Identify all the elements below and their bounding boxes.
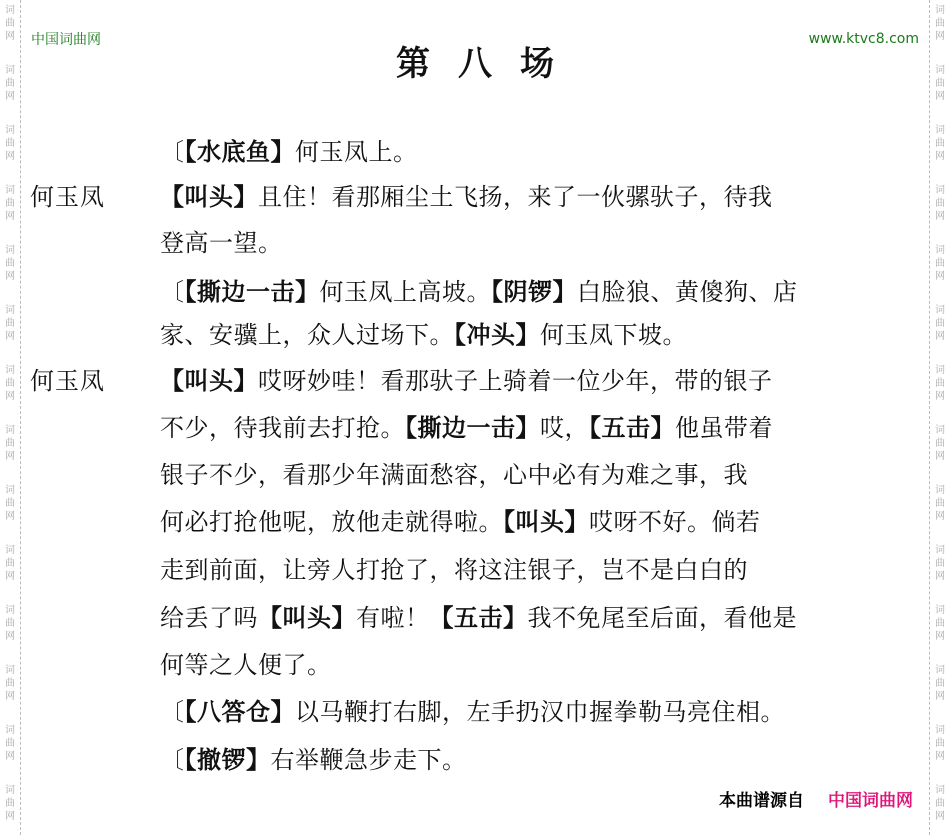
script-line [160, 507, 761, 537]
script-text: 右举鞭急步走下。 [270, 746, 467, 774]
watermark-text: 词曲网 [935, 65, 945, 102]
watermark-text: 词曲网 [935, 185, 945, 222]
watermark-text: 词曲网 [5, 545, 15, 582]
script-text: 哎呀不好。倘若 [589, 508, 761, 536]
script-text: 不少，待我前去打抢。 [160, 414, 405, 442]
script-text: 何玉凤上。 [295, 138, 418, 166]
script-text: 〔 [160, 138, 185, 166]
watermark-text: 词曲网 [5, 425, 15, 462]
script-text: 白脸狼、黄傻狗、店 [577, 278, 798, 306]
stage-cue: 【八答仓】 [184, 698, 295, 726]
script-line [160, 650, 332, 680]
stage-cue: 【五击】 [429, 604, 528, 632]
script-text: 〔 [160, 746, 185, 774]
watermark-text: 词曲网 [935, 425, 945, 462]
script-line [160, 137, 418, 167]
script-text: 家、安骥上，众人过场下。 [160, 321, 454, 349]
script-text: 登高一望。 [160, 229, 283, 257]
footer-source-site[interactable]: 中国词曲网 [828, 791, 913, 811]
stage-cue: 【叫头】 [258, 604, 356, 632]
script-line [160, 277, 798, 307]
stage-cue: 【叫头】 [160, 367, 258, 395]
script-text: 他虽带着 [675, 414, 773, 442]
speaker-label: 何玉凤 [30, 367, 105, 395]
watermark-text: 词曲网 [5, 185, 15, 222]
watermark-text: 词曲网 [5, 725, 15, 762]
watermark-text: 词曲网 [935, 365, 945, 402]
watermark-text: 词曲网 [935, 785, 945, 822]
script-text: 何玉凤下坡。 [540, 321, 687, 349]
script-text: 有啦！ [356, 604, 430, 632]
script-text: 〔 [160, 698, 185, 726]
watermark-text: 词曲网 [5, 605, 15, 642]
watermark-text: 词曲网 [5, 5, 15, 42]
script-text: 以马鞭打右脚，左手扔汉巾握拳勒马亮住相。 [295, 698, 785, 726]
stage-cue: 【撕边一击】 [405, 414, 540, 442]
script-text: 〔 [160, 278, 185, 306]
watermark-text: 词曲网 [5, 65, 15, 102]
site-url-right[interactable]: www.ktvc8.com [808, 31, 919, 47]
stage-cue: 【撕边一击】 [184, 278, 320, 306]
script-text: 哎呀妙哇！看那驮子上骑着一位少年，带的银子 [258, 367, 773, 395]
script-text: 银子不少，看那少年满面愁容，心中必有为难之事，我 [160, 461, 748, 489]
watermark-text: 词曲网 [935, 5, 945, 42]
watermark-text: 词曲网 [935, 725, 945, 762]
script-text: 哎， [540, 414, 589, 442]
site-logo-left[interactable]: 中国词曲网 [31, 32, 101, 48]
stage-cue: 【五击】 [589, 414, 675, 442]
stage-cue: 【叫头】 [160, 183, 258, 211]
stage-cue: 【叫头】 [503, 508, 589, 536]
watermark-text: 词曲网 [935, 485, 945, 522]
script-text: 何玉凤上高坡。 [319, 278, 491, 306]
script-line [160, 603, 797, 633]
watermark-text: 词曲网 [5, 305, 15, 342]
watermark-text: 词曲网 [5, 365, 15, 402]
watermark-text: 词曲网 [935, 665, 945, 702]
script-line [160, 182, 773, 212]
watermark-text: 词曲网 [5, 785, 15, 822]
left-watermark-margin [0, 0, 21, 835]
script-text: 且住！看那厢尘土飞扬，来了一伙骡驮子，待我 [258, 183, 773, 211]
watermark-text: 词曲网 [5, 245, 15, 282]
watermark-text: 词曲网 [5, 665, 15, 702]
script-line [160, 366, 773, 396]
script-line [160, 460, 748, 490]
stage-cue: 【水底鱼】 [184, 138, 295, 166]
script-line [160, 320, 687, 350]
stage-cue: 【阴锣】 [491, 278, 577, 306]
page-title: 第八场 [396, 44, 582, 84]
speaker-label: 何玉凤 [30, 183, 105, 211]
script-line [160, 697, 785, 727]
stage-cue: 【撤锣】 [184, 746, 271, 774]
stage-cue: 【冲头】 [454, 321, 540, 349]
script-text: 何等之人便了。 [160, 651, 332, 679]
watermark-text: 词曲网 [5, 485, 15, 522]
script-line [160, 555, 748, 585]
watermark-text: 词曲网 [935, 125, 945, 162]
footer-source-label: 本曲谱源自 [719, 791, 804, 811]
script-text: 给丢了吗 [160, 604, 258, 632]
watermark-text: 词曲网 [935, 605, 945, 642]
script-text: 我不免尾至后面，看他是 [527, 604, 797, 632]
watermark-text: 词曲网 [935, 245, 945, 282]
watermark-text: 词曲网 [935, 545, 945, 582]
script-text: 走到前面，让旁人打抢了，将这注银子，岂不是白白的 [160, 556, 748, 584]
watermark-text: 词曲网 [5, 125, 15, 162]
script-line [160, 228, 283, 258]
script-line [160, 413, 773, 443]
script-line [160, 745, 467, 775]
watermark-text: 词曲网 [935, 305, 945, 342]
script-text: 何必打抢他呢，放他走就得啦。 [160, 508, 503, 536]
right-watermark-margin [929, 0, 950, 835]
